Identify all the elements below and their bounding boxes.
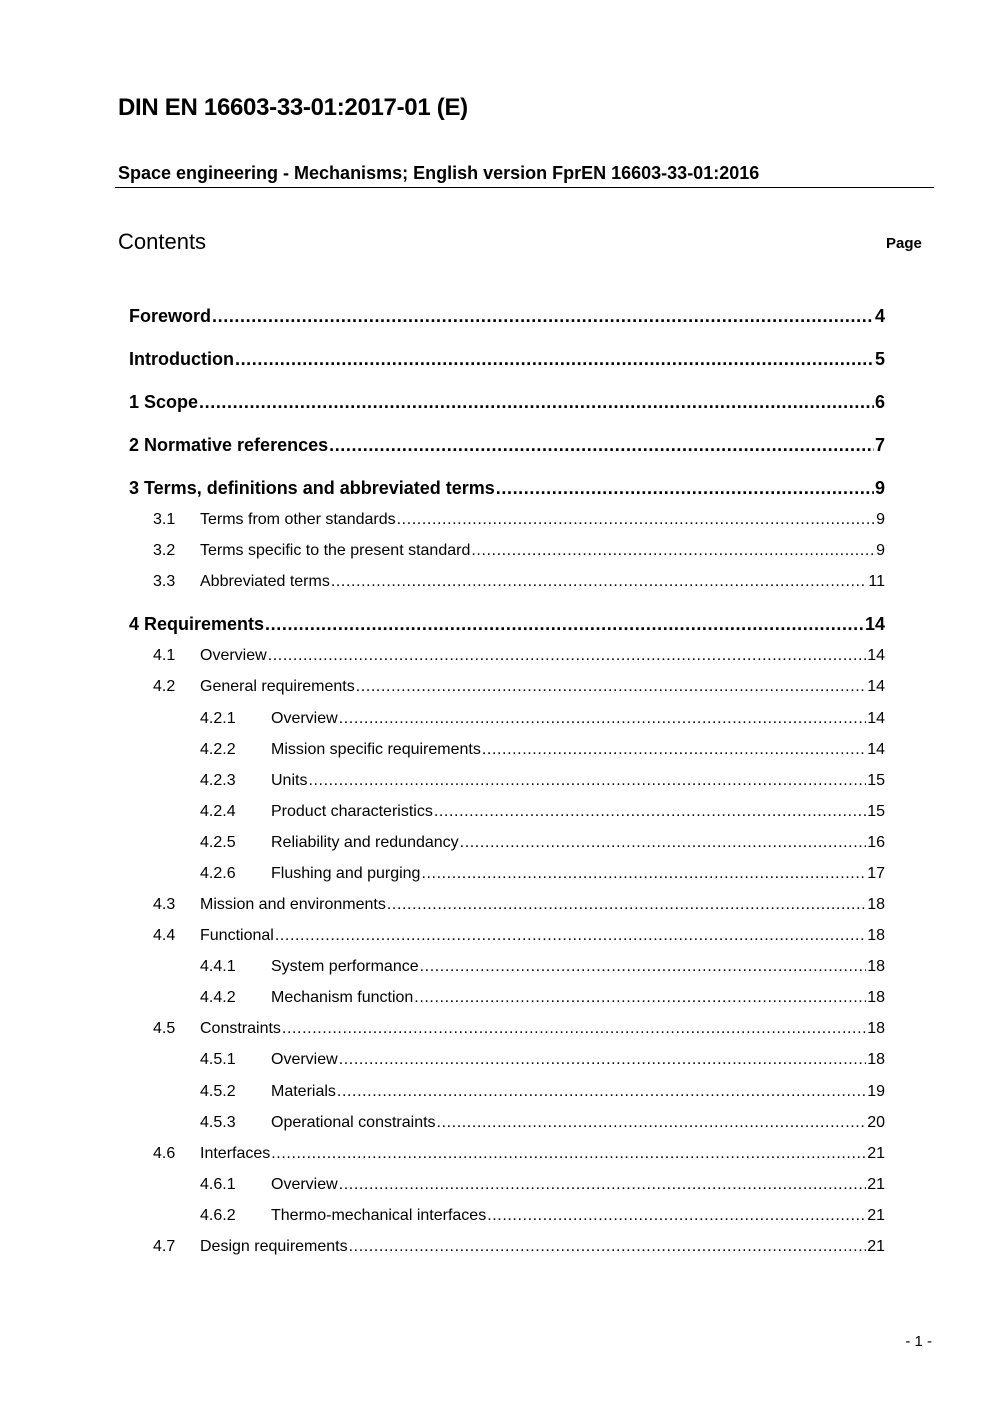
- toc-entry-label: Thermo-mechanical interfaces: [271, 1207, 487, 1224]
- toc-dot-leader: [387, 896, 866, 914]
- toc-entry-page: 17: [867, 865, 885, 882]
- toc-entry-page: 14: [867, 741, 885, 758]
- toc-entry-number: 4.2.1: [200, 710, 236, 727]
- toc-entry-page: 9: [874, 478, 885, 498]
- toc-entry-label: Overview: [271, 1051, 338, 1068]
- toc-entry-page: 14: [867, 647, 885, 664]
- toc-entry-label: Foreword: [129, 306, 212, 326]
- toc-entry[interactable]: [200, 1114, 885, 1132]
- toc-entry-page: 14: [864, 614, 885, 634]
- toc-entry-page: 11: [868, 573, 885, 590]
- toc-entry-number: 4.2.5: [200, 834, 236, 851]
- toc-entry[interactable]: [153, 647, 885, 665]
- toc-entry-page: 18: [867, 896, 885, 913]
- toc-dot-leader: [337, 1083, 866, 1101]
- toc-entry[interactable]: [129, 435, 885, 456]
- toc-entry[interactable]: [200, 865, 885, 883]
- toc-entry-label: Constraints: [200, 1020, 281, 1037]
- toc-dot-leader: [331, 573, 868, 591]
- toc-entry[interactable]: [153, 542, 885, 560]
- toc-dot-leader: [271, 1145, 866, 1163]
- toc-entry-label: System performance: [271, 958, 419, 975]
- document-title: DIN EN 16603-33-01:2017-01 (E): [118, 94, 468, 121]
- toc-entry[interactable]: [153, 511, 885, 529]
- toc-dot-leader: [282, 1020, 866, 1038]
- toc-entry-number: 4.2.6: [200, 865, 236, 882]
- toc-dot-leader: [339, 710, 867, 728]
- toc-dot-leader: [414, 989, 866, 1007]
- toc-entry-number: 3.3: [153, 573, 176, 590]
- toc-entry-label: Introduction: [129, 349, 234, 369]
- toc-entry-page: 4: [874, 306, 885, 326]
- toc-entry-label: Overview: [271, 1176, 338, 1193]
- toc-dot-leader: [268, 647, 867, 665]
- toc-entry[interactable]: [153, 1238, 885, 1256]
- toc-entry[interactable]: [200, 1207, 885, 1225]
- toc-entry-label: Materials: [271, 1083, 336, 1100]
- toc-entry[interactable]: [200, 989, 885, 1007]
- toc-entry[interactable]: [129, 349, 885, 370]
- toc-entry-label: 3 Terms, definitions and abbreviated terms: [129, 478, 495, 498]
- toc-entry-number: 3.2: [153, 542, 176, 559]
- toc-entry[interactable]: [153, 896, 885, 914]
- toc-entry[interactable]: [200, 741, 885, 759]
- toc-entry[interactable]: [153, 927, 885, 945]
- toc-entry[interactable]: [200, 1083, 885, 1101]
- toc-dot-leader: [339, 1176, 867, 1194]
- toc-entry-page: 14: [867, 678, 885, 695]
- toc-dot-leader: [339, 1051, 867, 1069]
- toc-entry-number: 4.2: [153, 678, 176, 695]
- toc-entry-number: 4.2.2: [200, 741, 236, 758]
- toc-entry[interactable]: [200, 772, 885, 790]
- toc-dot-leader: [460, 834, 867, 852]
- toc-entry-page: 21: [867, 1238, 885, 1255]
- toc-entry-label: General requirements: [200, 678, 355, 695]
- toc-dot-leader: [349, 1238, 867, 1256]
- toc-entry[interactable]: [200, 803, 885, 821]
- toc-entry-number: 4.6: [153, 1145, 176, 1162]
- toc-entry-page: 21: [867, 1145, 885, 1162]
- toc-entry-label: Mission specific requirements: [271, 741, 481, 758]
- toc-entry[interactable]: [129, 392, 885, 413]
- toc-entry-number: 4.5.2: [200, 1083, 236, 1100]
- toc-entry-page: 18: [867, 927, 885, 944]
- toc-entry-label: 1 Scope: [129, 392, 199, 412]
- toc-entry[interactable]: [200, 1176, 885, 1194]
- toc-entry-page: 9: [876, 542, 885, 559]
- toc-dot-leader: [421, 865, 866, 883]
- toc-entry[interactable]: [200, 834, 885, 852]
- toc-entry-page: 15: [867, 803, 885, 820]
- toc-entry-number: 4.5.1: [200, 1051, 236, 1068]
- toc-entry-page: 15: [867, 772, 885, 789]
- toc-entry-page: 21: [867, 1176, 885, 1193]
- toc-entry-number: 4.1: [153, 647, 176, 664]
- toc-entry-number: 4.7: [153, 1238, 176, 1255]
- toc-entry-label: Overview: [271, 710, 338, 727]
- toc-entry[interactable]: [200, 1051, 885, 1069]
- toc-entry-page: 6: [874, 392, 885, 412]
- toc-entry-page: 14: [867, 710, 885, 727]
- toc-dot-leader: [397, 511, 875, 529]
- contents-heading: Contents: [118, 229, 207, 254]
- toc-dot-leader: [434, 803, 866, 821]
- toc-dot-leader: [482, 741, 866, 759]
- toc-entry-number: 4.3: [153, 896, 176, 913]
- document-subtitle: Space engineering - Mechanisms; English version FprEN 16603-33-01:2016: [118, 163, 760, 183]
- toc-dot-leader: [437, 1114, 867, 1132]
- toc-entry-label: Mechanism function: [271, 989, 414, 1006]
- toc-entry-number: 4.5.3: [200, 1114, 236, 1131]
- toc-entry-number: 4.4: [153, 927, 176, 944]
- toc-entry[interactable]: [129, 614, 885, 635]
- toc-entry-label: Terms from other standards: [200, 511, 396, 528]
- page-column-label: Page: [886, 235, 922, 252]
- toc-entry-page: 9: [876, 511, 885, 528]
- toc-entry-label: Reliability and redundancy: [271, 834, 459, 851]
- toc-entry-page: 7: [874, 435, 885, 455]
- toc-dot-leader: [471, 542, 875, 560]
- toc-entry-label: 4 Requirements: [129, 614, 265, 634]
- toc-entry-label: Interfaces: [200, 1145, 271, 1162]
- page-number: - 1 -: [905, 1333, 932, 1350]
- toc-entry-page: 21: [867, 1207, 885, 1224]
- toc-entry-number: 4.4.1: [200, 958, 236, 975]
- toc-entry[interactable]: [129, 306, 885, 327]
- toc-entry-page: 18: [867, 1051, 885, 1068]
- toc-entry[interactable]: [200, 710, 885, 728]
- toc-entry-page: 18: [867, 989, 885, 1006]
- toc-entry-number: 4.6.1: [200, 1176, 236, 1193]
- toc-dot-leader: [496, 478, 874, 499]
- toc-dot-leader: [199, 392, 874, 413]
- toc-entry-number: 3.1: [153, 511, 176, 528]
- toc-entry-number: 4.4.2: [200, 989, 236, 1006]
- toc-entry[interactable]: [200, 958, 885, 976]
- toc-entry-page: 20: [867, 1114, 885, 1131]
- toc-entry-label: Product characteristics: [271, 803, 433, 820]
- toc-dot-leader: [235, 349, 874, 370]
- toc-entry-label: Design requirements: [200, 1238, 348, 1255]
- toc-dot-leader: [275, 927, 866, 945]
- toc-entry[interactable]: [129, 478, 885, 499]
- toc-entry-label: Terms specific to the present standard: [200, 542, 471, 559]
- toc-entry-number: 4.5: [153, 1020, 176, 1037]
- toc-entry-label: Abbreviated terms: [200, 573, 330, 590]
- toc-entry-label: Units: [271, 772, 308, 789]
- toc-entry-number: 4.2.4: [200, 803, 236, 820]
- toc-entry-page: 16: [867, 834, 885, 851]
- toc-entry-page: 18: [867, 1020, 885, 1037]
- toc-entry-label: Mission and environments: [200, 896, 386, 913]
- toc-entry-number: 4.6.2: [200, 1207, 236, 1224]
- toc-entry-label: 2 Normative references: [129, 435, 329, 455]
- toc-entry-label: Flushing and purging: [271, 865, 421, 882]
- toc-entry-number: 4.2.3: [200, 772, 236, 789]
- toc-entry[interactable]: [153, 573, 885, 591]
- toc-dot-leader: [329, 435, 874, 456]
- toc-entry[interactable]: [153, 1145, 885, 1163]
- toc-entry[interactable]: [153, 1020, 885, 1038]
- toc-dot-leader: [356, 678, 866, 696]
- toc-entry-page: 19: [867, 1083, 885, 1100]
- toc-entry-label: Operational constraints: [271, 1114, 436, 1131]
- toc-dot-leader: [212, 306, 874, 327]
- toc-entry-label: Overview: [200, 647, 267, 664]
- toc-entry-page: 18: [867, 958, 885, 975]
- toc-dot-leader: [308, 772, 866, 790]
- toc-dot-leader: [487, 1207, 866, 1225]
- toc-dot-leader: [420, 958, 867, 976]
- toc-entry[interactable]: [153, 678, 885, 696]
- toc-dot-leader: [265, 614, 864, 635]
- toc-entry-label: Functional: [200, 927, 274, 944]
- toc-entry-page: 5: [874, 349, 885, 369]
